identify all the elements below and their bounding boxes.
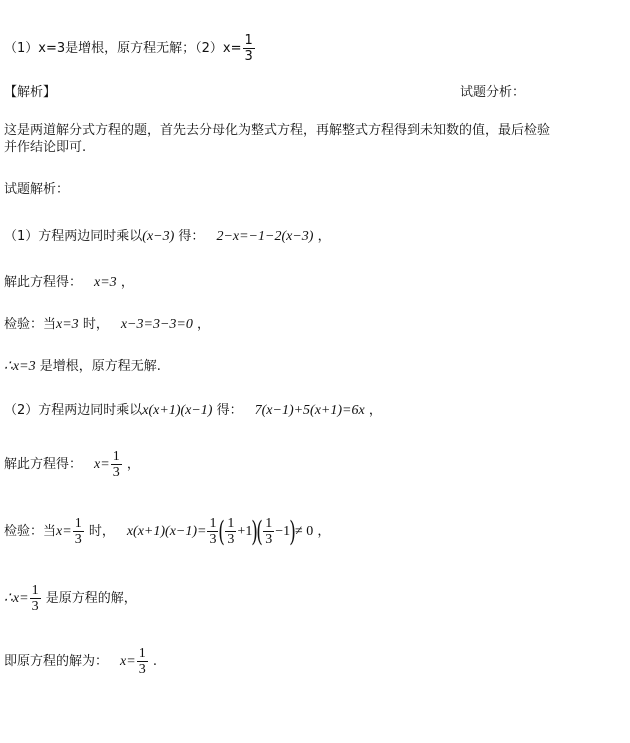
p2-final	[4, 645, 157, 679]
p1-multiplier: (x−3)	[142, 229, 175, 244]
p1-conclusion-math: ∴x=3	[4, 359, 36, 374]
p2-comma-2: ，	[126, 457, 140, 472]
p2-check-neq: ≠ 0	[295, 524, 314, 539]
p1-step2	[4, 274, 134, 292]
p2-check-lhs: x=	[56, 524, 72, 539]
p1-de: 得：	[178, 229, 205, 244]
p2-check-shi: 时，	[88, 524, 115, 539]
p1-check-text: 检验：当	[4, 317, 57, 332]
p2-check-inner-fraction-2: $\frac{1}{3}$	[265, 516, 273, 547]
p1-comma-3: ，	[197, 317, 211, 332]
p2-conclusion-lhs: ∴x=	[4, 591, 29, 606]
answer-line	[4, 33, 256, 64]
p2-final-fraction: $\frac{1}{3}$	[138, 646, 146, 677]
p2-step1	[4, 402, 382, 420]
p2-comma: ，	[368, 403, 382, 418]
p1-check	[4, 316, 210, 334]
p2-check-expression: x(x+1)(x−1)=	[126, 524, 207, 539]
p1-solution: x=3	[94, 275, 117, 290]
answer-fraction: $\frac{1}{3}$	[244, 33, 253, 64]
p2-de: 得：	[216, 403, 243, 418]
answer-text: （1）x=3是增根，原方程无解；（2）x=	[4, 41, 242, 56]
p2-check-minus-one: −1	[275, 524, 291, 539]
p2-solution-lhs: x=	[94, 457, 110, 472]
p2-final-lhs: x=	[120, 654, 136, 669]
p1-comma: ，	[317, 229, 331, 244]
p1-step1	[4, 228, 331, 246]
p2-check-fraction: $\frac{1}{3}$	[74, 516, 82, 547]
jiexi-heading: 【解析】	[4, 85, 57, 100]
p2-check-inner-fraction-1: $\frac{1}{3}$	[227, 516, 235, 547]
p1-check-equation: x−3=3−3=0	[120, 317, 193, 332]
p2-solve-text: 解此方程得：	[4, 457, 83, 472]
p2-step2	[4, 448, 140, 482]
p2-final-text: 即原方程的解为：	[4, 654, 109, 669]
p2-conclusion-fraction: $\frac{1}{3}$	[31, 583, 39, 614]
analysis-line-2: 并作结论即可.	[4, 140, 87, 155]
p1-check-shi: 时，	[82, 317, 109, 332]
solution-heading: 试题解析：	[4, 182, 70, 197]
p2-check-coef-fraction: $\frac{1}{3}$	[209, 516, 217, 547]
p2-conclusion	[4, 582, 137, 616]
p2-check-text: 检验：当	[4, 524, 57, 539]
p1-solve-text: 解此方程得：	[4, 275, 83, 290]
p2-comma-3: ，	[317, 524, 331, 539]
p2-conclusion-text: 是原方程的解，	[45, 591, 137, 606]
analysis-line-1: 这是两道解分式方程的题，首先去分母化为整式方程，再解整式方程得到未知数的值，最后检验	[4, 123, 551, 138]
analysis-heading: 试题分析：	[460, 85, 526, 100]
p2-equation: 7(x−1)+5(x+1)=6x	[254, 403, 365, 418]
p1-comma-2: ，	[120, 275, 134, 290]
p1-check-x: x=3	[56, 317, 79, 332]
p2-check-plus-one: +1	[237, 524, 253, 539]
p2-solution-fraction: $\frac{1}{3}$	[112, 449, 120, 480]
p1-step1-text: （1）方程两边同时乘以	[4, 229, 143, 244]
p1-equation: 2−x=−1−2(x−3)	[216, 229, 314, 244]
p1-conclusion	[4, 358, 161, 376]
p2-multiplier: x(x+1)(x−1)	[142, 403, 213, 418]
p1-conclusion-text: 是增根，原方程无解.	[39, 359, 161, 374]
p2-step1-text: （2）方程两边同时乘以	[4, 403, 143, 418]
p2-final-period: .	[152, 654, 157, 669]
p2-check: 检验：当x= $\frac{1}{3}$ 时， x(x+1)(x−1)= $\frac{1}{3}$ ( $\frac{1}{3}$ +1)( $\frac{1}{3}$ −1)≠ 0 ，	[4, 514, 331, 548]
